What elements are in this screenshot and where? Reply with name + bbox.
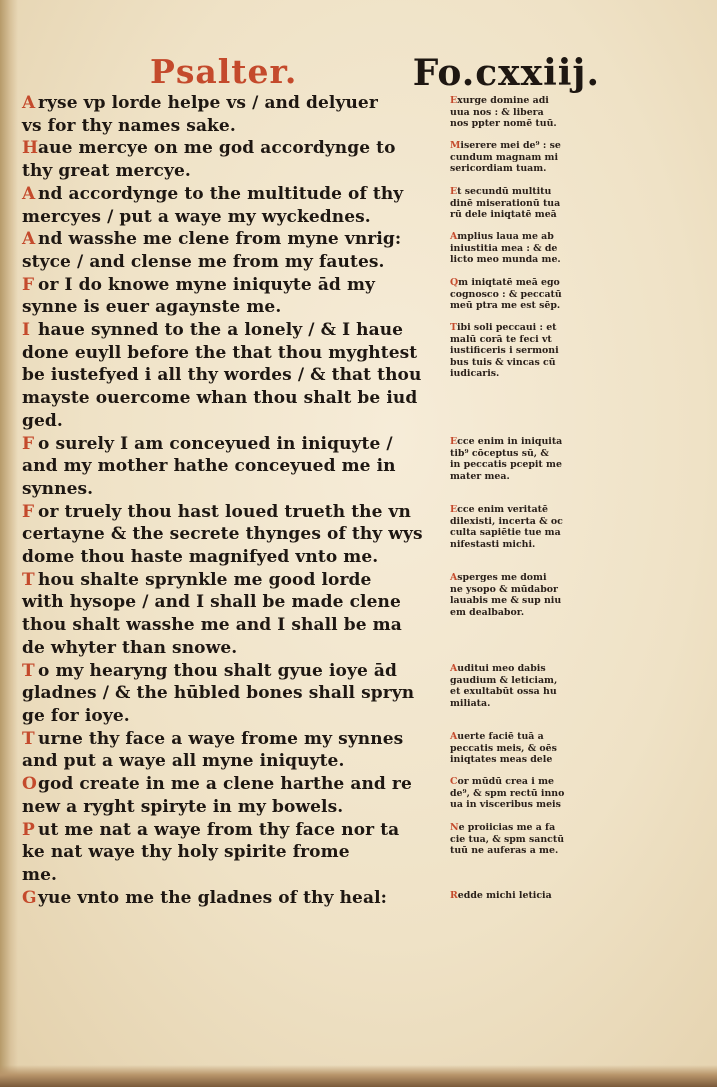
margin-initial: Q [450,277,459,288]
verse-line-text: thy great mercye. [22,161,191,182]
margin-note [450,322,602,380]
verse-line [22,455,440,478]
margin-note-text: culta sapiētie tue ma [450,527,561,539]
verse [22,887,440,910]
margin-note [450,776,602,811]
verse-line [22,183,440,206]
margin-note-line [450,289,602,301]
verse-line-text: and put a waye all myne iniquyte. [22,751,345,772]
verse [22,433,440,501]
margin-note-text: iniqtates meas dele [450,754,553,766]
verse-line [22,887,440,910]
running-title: Psalter. [150,52,298,91]
margin-note [450,186,602,221]
verse-line [22,614,440,637]
margin-note-text: uerte faciē tuā a [457,731,544,742]
margin-initial: R [450,890,458,901]
margin-note-line [450,504,602,516]
verse-line-text: vs for thy names sake. [22,115,236,136]
verse [22,274,440,319]
margin-note-text: mplius laua me ab [457,231,554,242]
margin-note-line [450,436,602,448]
margin-note [450,231,602,266]
verse-line [22,296,440,319]
margin-note-line [450,334,602,346]
margin-note-line [450,584,602,596]
margin-note-text: malū corā te feci vt [450,333,552,345]
verse-line-text: gladnes / & the hūbled bones shall spryn [22,683,415,704]
verse-line-text: o my hearyng thou shalt gyue ioye ād [38,660,398,681]
margin-initial: N [450,822,459,833]
verse-line-text: be iustefyed i all thy wordes / & that thou [22,365,422,386]
margin-note-text: t secundū multitu [457,186,552,197]
verse-line [22,319,440,342]
margin-note-text: sperges me domi [457,572,547,583]
margin-note-line [450,686,602,698]
verse-line [22,819,440,842]
rubricated-initial: F [22,433,35,454]
verse-line-text: thou shalt wasshe me and I shall be ma [22,615,402,636]
margin-note-line [450,95,602,107]
verse-line [22,841,440,864]
verse [22,92,440,137]
rubricated-initial: F [22,501,35,522]
margin-note-line [450,595,602,607]
verse-line-text: ke nat waye thy holy spirite frome [22,842,350,863]
verse-line [22,137,440,160]
margin-note-text: meū ptra me est sēp. [450,300,561,312]
margin-note-line [450,345,602,357]
verse-line [22,160,440,183]
margin-initial: C [450,776,458,787]
margin-note-text: tib⁹ cōceptus sū, & [450,447,549,459]
verse [22,569,440,660]
rubricated-initial: T [22,728,35,749]
verse [22,501,440,569]
margin-note-line [450,675,602,687]
margin-note-line [450,459,602,471]
margin-note-text: ne ysopo & mūdabor [450,583,558,595]
margin-note-text: licto meo munda me. [450,254,561,266]
verse-line-text: ut me nat a waye from thy face nor ta [38,819,400,840]
verse-line [22,433,440,456]
verse [22,773,440,818]
margin-note [450,731,602,766]
margin-note-text: de⁹, & spm rectū inno [450,787,565,799]
rubricated-initial: A [22,183,36,204]
margin-note-line [450,527,602,539]
verse-line-text: synnes. [22,478,94,499]
verse-line-text: new a ryght spiryte in my bowels. [22,796,344,817]
margin-note-line [450,663,602,675]
verse-line [22,728,440,751]
margin-initial: T [450,322,457,333]
verse-line-text: yue vnto me the gladnes of thy heal: [38,887,388,908]
margin-note-line [450,572,602,584]
margin-note-text: nifestasti michi. [450,538,536,550]
rubricated-initial: P [22,819,35,840]
verse-line-text: and my mother hathe conceyued me in [22,456,396,477]
margin-initial: A [450,231,458,242]
latin-margin-column [450,92,602,912]
margin-note-text: in peccatis pcepit me [450,459,562,471]
margin-note [450,140,602,175]
margin-note-line [450,698,602,710]
verse-line-text: hou shalte sprynkle me good lorde [38,569,372,590]
margin-note-text: cce enim veritatē [457,504,548,515]
margin-note [450,436,602,482]
binding-gutter [0,0,18,1087]
rubricated-initial: T [22,569,35,590]
verse-line-text: me. [22,864,58,885]
verse [22,319,440,433]
margin-note-text: tuū ne auferas a me. [450,845,559,857]
verse-line-text: nd wasshe me clene from myne vnrig: [38,229,402,250]
verse-line-text: mercyes / put a waye my wyckednes. [22,206,371,227]
margin-note-text: m iniqtatē meā ego [458,277,560,288]
margin-note-line [450,198,602,210]
margin-initial: E [450,436,458,447]
margin-note-line [450,448,602,460]
verse-line-text: ged. [22,410,63,431]
verse-line-text: mayste ouercome whan thou shalt be iud [22,388,418,409]
margin-note-text: or mūdū crea i me [457,776,554,787]
margin-note-line [450,845,602,857]
rubricated-initial: A [22,93,36,113]
verse-line-text: styce / and clense me from my fautes. [22,251,385,272]
verse-line [22,251,440,274]
verse [22,660,440,728]
verse-line-text: done euyll before the that thou myghtest [22,342,418,363]
verse-line [22,523,440,546]
verse [22,228,440,273]
margin-note-text: cce enim in iniquita [457,436,563,447]
verse-line [22,274,440,297]
rubricated-initial: A [22,229,36,250]
verse-line [22,342,440,365]
margin-initial: E [450,504,458,515]
margin-note-line [450,140,602,152]
verse-line-text: dome thou haste magnifyed vnto me. [22,547,379,568]
margin-note-text: bus tuis & vincas cū [450,356,556,368]
verse-line-text: ge for ioye. [22,705,130,726]
margin-note-text: lauabis me & sup niu [450,595,562,607]
margin-note-text: cognosco : & peccatū [450,288,562,300]
verse-line-text: aue mercye on me god accordynge to [38,138,396,159]
margin-note-line [450,516,602,528]
rubricated-initial: H [22,138,39,159]
margin-note-text: miliata. [450,697,491,709]
margin-note-text: peccatis meis, & oēs [450,742,557,754]
margin-note [450,504,602,550]
verse-line-text: god create in me a clene harthe and re [38,774,412,795]
margin-note-line [450,322,602,334]
margin-note-line [450,743,602,755]
margin-note-line [450,254,602,266]
page-bottom-edge [0,1065,717,1087]
margin-initial: E [450,95,458,106]
margin-note-text: e proiicias me a fa [458,822,556,833]
rubricated-initial: G [22,887,37,908]
margin-note-text: em dealbabor. [450,606,525,618]
margin-note-text: cundum magnam mi [450,151,559,163]
rubricated-initial: F [22,274,35,295]
verse [22,819,440,887]
margin-note-line [450,776,602,788]
margin-note-line [450,754,602,766]
margin-note-line [450,788,602,800]
margin-note-line [450,277,602,289]
margin-note-text: xurge domine adi [457,95,549,106]
verse-line-text: ryse vp lorde helpe vs / and delyuer [38,93,378,113]
margin-note-text: iustificeris i sermoni [450,345,559,357]
margin-note-line [450,209,602,221]
verse-line-text: or truely thou hast loued trueth the vn [38,501,411,522]
verse-line [22,115,440,138]
margin-note [450,663,602,709]
main-text-column [22,92,440,909]
verse-line [22,364,440,387]
verse-line [22,591,440,614]
verse-line-text: nd accordynge to the multitude of thy [38,183,404,204]
margin-note-line [450,243,602,255]
verse-line [22,660,440,683]
margin-note-text: dinē miserationū tua [450,197,561,209]
verse [22,137,440,182]
margin-note-line [450,118,602,130]
margin-initial: A [450,572,458,583]
margin-note-text: mater mea. [450,470,510,482]
verse-line [22,387,440,410]
verse-line [22,705,440,728]
verse-line-text: haue synned to the a lonely / & I haue [38,320,404,341]
margin-note-text: ua in visceribus meis [450,799,561,811]
rubricated-initial: T [22,660,35,681]
verse-line-text: with hysope / and I shall be made clene [22,592,401,613]
margin-note-line [450,368,602,380]
margin-note-line [450,539,602,551]
margin-note-line [450,186,602,198]
verse-line-text: synne is euer agaynste me. [22,297,282,318]
rubricated-initial: I [22,320,31,341]
verse-line-text: or I do knowe myne iniquyte ād my [38,274,376,295]
verse-line-text: de whyter than snowe. [22,637,238,658]
verse-line [22,682,440,705]
margin-note-line [450,152,602,164]
margin-note-text: ibi soli peccaui : et [456,322,557,333]
margin-note-line [450,607,602,619]
margin-note-text: uua nos : & libera [450,106,544,118]
margin-note [450,95,602,130]
verse [22,728,440,773]
margin-initial: M [450,140,461,151]
verse-line [22,228,440,251]
verse-line [22,478,440,501]
margin-note [450,572,602,618]
margin-note-text: uditui meo dabis [457,663,546,674]
margin-initial: E [450,186,458,197]
margin-note-line [450,471,602,483]
verse-line [22,637,440,660]
margin-note-line [450,357,602,369]
margin-note-line [450,300,602,312]
margin-note-text: et exultabūt ossa hu [450,686,557,698]
verse-line-text: o surely I am conceyued in iniquyte / [38,433,393,454]
margin-initial: A [450,731,458,742]
folio-number: Fo.cxxiij. [412,52,600,94]
verse-line [22,864,440,887]
margin-note-line [450,890,602,902]
margin-initial: A [450,663,458,674]
margin-note-text: cie tua, & spm sanctū [450,833,565,845]
margin-note-text: edde michi leticia [457,890,552,901]
margin-note-text: sericordiam tuam. [450,163,547,175]
verse-line [22,206,440,229]
margin-note-line [450,107,602,119]
margin-note-text: iserere mei de⁹ : se [460,140,561,151]
margin-note-text: rū dele iniqtatē meā [450,209,557,221]
verse-line [22,410,440,433]
verse-line [22,546,440,569]
margin-note-text: nos ppter nomē tuū. [450,118,557,130]
verse-line [22,796,440,819]
margin-note-text: iniustitia mea : & de [450,242,558,254]
margin-note-text: iudicaris. [450,368,500,380]
verse [22,183,440,228]
verse-line [22,750,440,773]
verse-line [22,92,440,115]
verse-line [22,501,440,524]
verse-line [22,773,440,796]
margin-note-text: gaudium & leticiam, [450,674,558,686]
margin-note-line [450,834,602,846]
margin-note [450,822,602,857]
verse-line-text: certayne & the secrete thynges of thy wys [22,524,423,545]
verse-line-text: urne thy face a waye frome my synnes [38,728,404,749]
margin-note-line [450,799,602,811]
margin-note [450,277,602,312]
rubricated-initial: O [22,774,37,795]
margin-note [450,890,602,902]
margin-note-line [450,163,602,175]
verse-line [22,569,440,592]
margin-note-line [450,731,602,743]
margin-note-text: dilexisti, incerta & oc [450,515,563,527]
margin-note-line [450,822,602,834]
margin-note-line [450,231,602,243]
